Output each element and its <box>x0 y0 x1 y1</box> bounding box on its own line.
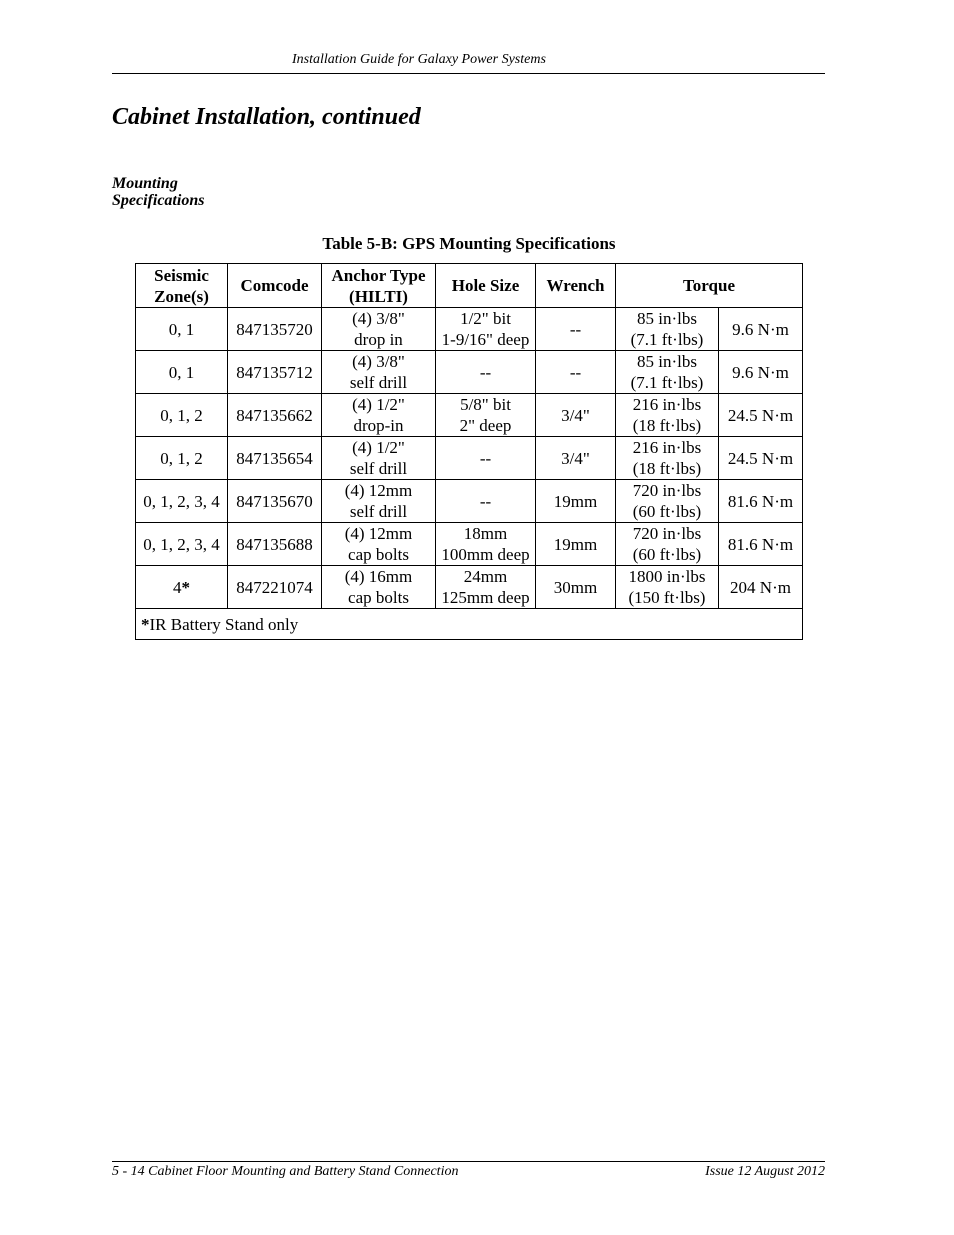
footnote-marker: * <box>181 577 190 597</box>
cell-torque-nm: 204 N·m <box>719 566 803 609</box>
cell-torque-nm: 24.5 N·m <box>719 394 803 437</box>
header-anchor-type <box>322 264 436 308</box>
cell-torque-in-line1: 85 in·lbs <box>637 352 697 371</box>
cell-comcode: 847135712 <box>228 351 322 394</box>
cell-torque-inlbs <box>616 437 719 480</box>
cell-torque-in-line1: 85 in·lbs <box>637 309 697 328</box>
cell-torque-in-line1: 720 in·lbs <box>632 524 702 543</box>
table-header-row <box>136 264 803 308</box>
cell-anchor-line2: drop in <box>354 330 403 349</box>
footer-page-section: 5 - 14 Cabinet Floor Mounting and Battery Stand Connection <box>112 1164 459 1179</box>
cell-torque-in-line2: (150 ft·lbs) <box>628 588 706 607</box>
cell-comcode: 847135654 <box>228 437 322 480</box>
cell-hole-size: -- <box>436 351 536 394</box>
cell-anchor <box>322 394 436 437</box>
running-footer <box>112 1161 825 1179</box>
cell-hole-line2: 100mm deep <box>441 545 530 564</box>
header-wrench: Wrench <box>536 264 616 308</box>
table-footnote <box>136 609 803 640</box>
cell-comcode: 847135688 <box>228 523 322 566</box>
cell-anchor <box>322 351 436 394</box>
cell-torque-in-line2: (60 ft·lbs) <box>632 502 702 521</box>
cell-torque-in-line1: 216 in·lbs <box>632 395 702 414</box>
cell-torque-inlbs <box>616 308 719 351</box>
cell-hole-line1: 1/2" bit <box>460 309 511 328</box>
cell-anchor <box>322 566 436 609</box>
cell-torque-inlbs <box>616 480 719 523</box>
cell-torque-inlbs <box>616 566 719 609</box>
cell-zones <box>136 566 228 609</box>
header-comcode: Comcode <box>228 264 322 308</box>
cell-torque-inlbs <box>616 351 719 394</box>
cell-anchor <box>322 523 436 566</box>
cell-wrench: -- <box>536 351 616 394</box>
side-heading-line2: Specifications <box>112 192 205 209</box>
cell-anchor-line2: self drill <box>349 373 408 392</box>
table-caption: Table 5-B: GPS Mounting Specifications <box>322 234 616 253</box>
cell-comcode: 847135670 <box>228 480 322 523</box>
cell-anchor-line2: self drill <box>349 502 408 521</box>
cell-hole-size <box>436 566 536 609</box>
table-row <box>136 351 803 394</box>
cell-anchor <box>322 480 436 523</box>
table-footnote-row <box>136 609 803 640</box>
cell-comcode: 847221074 <box>228 566 322 609</box>
mounting-spec-table <box>135 263 803 640</box>
cell-torque-in-line2: (18 ft·lbs) <box>632 459 702 478</box>
cell-hole-size: -- <box>436 480 536 523</box>
cell-wrench: 19mm <box>536 523 616 566</box>
side-heading-line1: Mounting <box>112 175 178 192</box>
cell-hole-size <box>436 523 536 566</box>
header-seismic-line1: Seismic <box>154 265 209 285</box>
cell-anchor-line1: (4) 3/8" <box>352 309 405 328</box>
running-header <box>112 52 825 74</box>
header-seismic-line2: Zone(s) <box>154 286 209 306</box>
cell-comcode: 847135720 <box>228 308 322 351</box>
cell-zones: 0, 1 <box>136 308 228 351</box>
side-heading <box>112 175 204 209</box>
cell-hole-line2: 1-9/16" deep <box>441 330 530 349</box>
cell-anchor-line2: drop-in <box>353 416 404 435</box>
cell-hole-line2: 125mm deep <box>441 588 530 607</box>
cell-torque-inlbs <box>616 394 719 437</box>
cell-zones: 0, 1, 2 <box>136 437 228 480</box>
cell-hole-size <box>436 308 536 351</box>
cell-anchor-line1: (4) 12mm <box>344 524 413 543</box>
cell-comcode: 847135662 <box>228 394 322 437</box>
cell-anchor-line1: (4) 3/8" <box>352 352 405 371</box>
cell-hole-size <box>436 394 536 437</box>
cell-hole-line1: 5/8" bit <box>460 395 511 414</box>
cell-hole-line1: 24mm <box>463 567 508 586</box>
table-row <box>136 308 803 351</box>
cell-anchor-line1: (4) 1/2" <box>352 438 405 457</box>
cell-wrench: 30mm <box>536 566 616 609</box>
footer-issue-date: Issue 12 August 2012 <box>705 1164 825 1179</box>
cell-zones: 0, 1 <box>136 351 228 394</box>
cell-anchor <box>322 437 436 480</box>
cell-anchor <box>322 308 436 351</box>
cell-hole-size: -- <box>436 437 536 480</box>
cell-zones-value: 4 <box>173 577 182 597</box>
cell-torque-nm: 81.6 N·m <box>719 523 803 566</box>
cell-anchor-line1: (4) 1/2" <box>352 395 405 414</box>
header-anchor-line1: Anchor Type <box>331 265 426 285</box>
cell-torque-in-line2: (18 ft·lbs) <box>632 416 702 435</box>
table-row <box>136 523 803 566</box>
cell-anchor-line2: cap bolts <box>348 588 409 607</box>
cell-torque-in-line2: (7.1 ft·lbs) <box>630 373 704 392</box>
header-hole-size: Hole Size <box>436 264 536 308</box>
cell-zones: 0, 1, 2, 3, 4 <box>136 480 228 523</box>
cell-torque-nm: 24.5 N·m <box>719 437 803 480</box>
header-anchor-line2: (HILTI) <box>349 286 408 306</box>
footnote-text: IR Battery Stand only <box>149 614 299 634</box>
cell-anchor-line1: (4) 16mm <box>344 567 413 586</box>
table-row <box>136 566 803 609</box>
cell-hole-line2: 2" deep <box>459 416 512 435</box>
cell-torque-in-line1: 1800 in·lbs <box>628 567 706 586</box>
header-seismic-zones <box>136 264 228 308</box>
page-title: Cabinet Installation, continued <box>112 104 421 130</box>
cell-torque-inlbs <box>616 523 719 566</box>
cell-anchor-line2: cap bolts <box>348 545 409 564</box>
table-row <box>136 394 803 437</box>
table-row <box>136 480 803 523</box>
cell-torque-in-line1: 720 in·lbs <box>632 481 702 500</box>
header-torque: Torque <box>616 264 803 308</box>
cell-torque-in-line2: (7.1 ft·lbs) <box>630 330 704 349</box>
cell-torque-in-line2: (60 ft·lbs) <box>632 545 702 564</box>
running-header-title: Installation Guide for Galaxy Power Systems <box>292 52 546 67</box>
cell-wrench: 19mm <box>536 480 616 523</box>
cell-anchor-line1: (4) 12mm <box>344 481 413 500</box>
cell-zones: 0, 1, 2, 3, 4 <box>136 523 228 566</box>
cell-zones: 0, 1, 2 <box>136 394 228 437</box>
cell-wrench: 3/4" <box>536 437 616 480</box>
cell-hole-line1: 18mm <box>463 524 508 543</box>
cell-torque-in-line1: 216 in·lbs <box>632 438 702 457</box>
cell-wrench: -- <box>536 308 616 351</box>
cell-torque-nm: 9.6 N·m <box>719 351 803 394</box>
cell-torque-nm: 81.6 N·m <box>719 480 803 523</box>
footnote-marker: * <box>141 614 150 634</box>
cell-anchor-line2: self drill <box>349 459 408 478</box>
cell-wrench: 3/4" <box>536 394 616 437</box>
cell-torque-nm: 9.6 N·m <box>719 308 803 351</box>
table-row <box>136 437 803 480</box>
